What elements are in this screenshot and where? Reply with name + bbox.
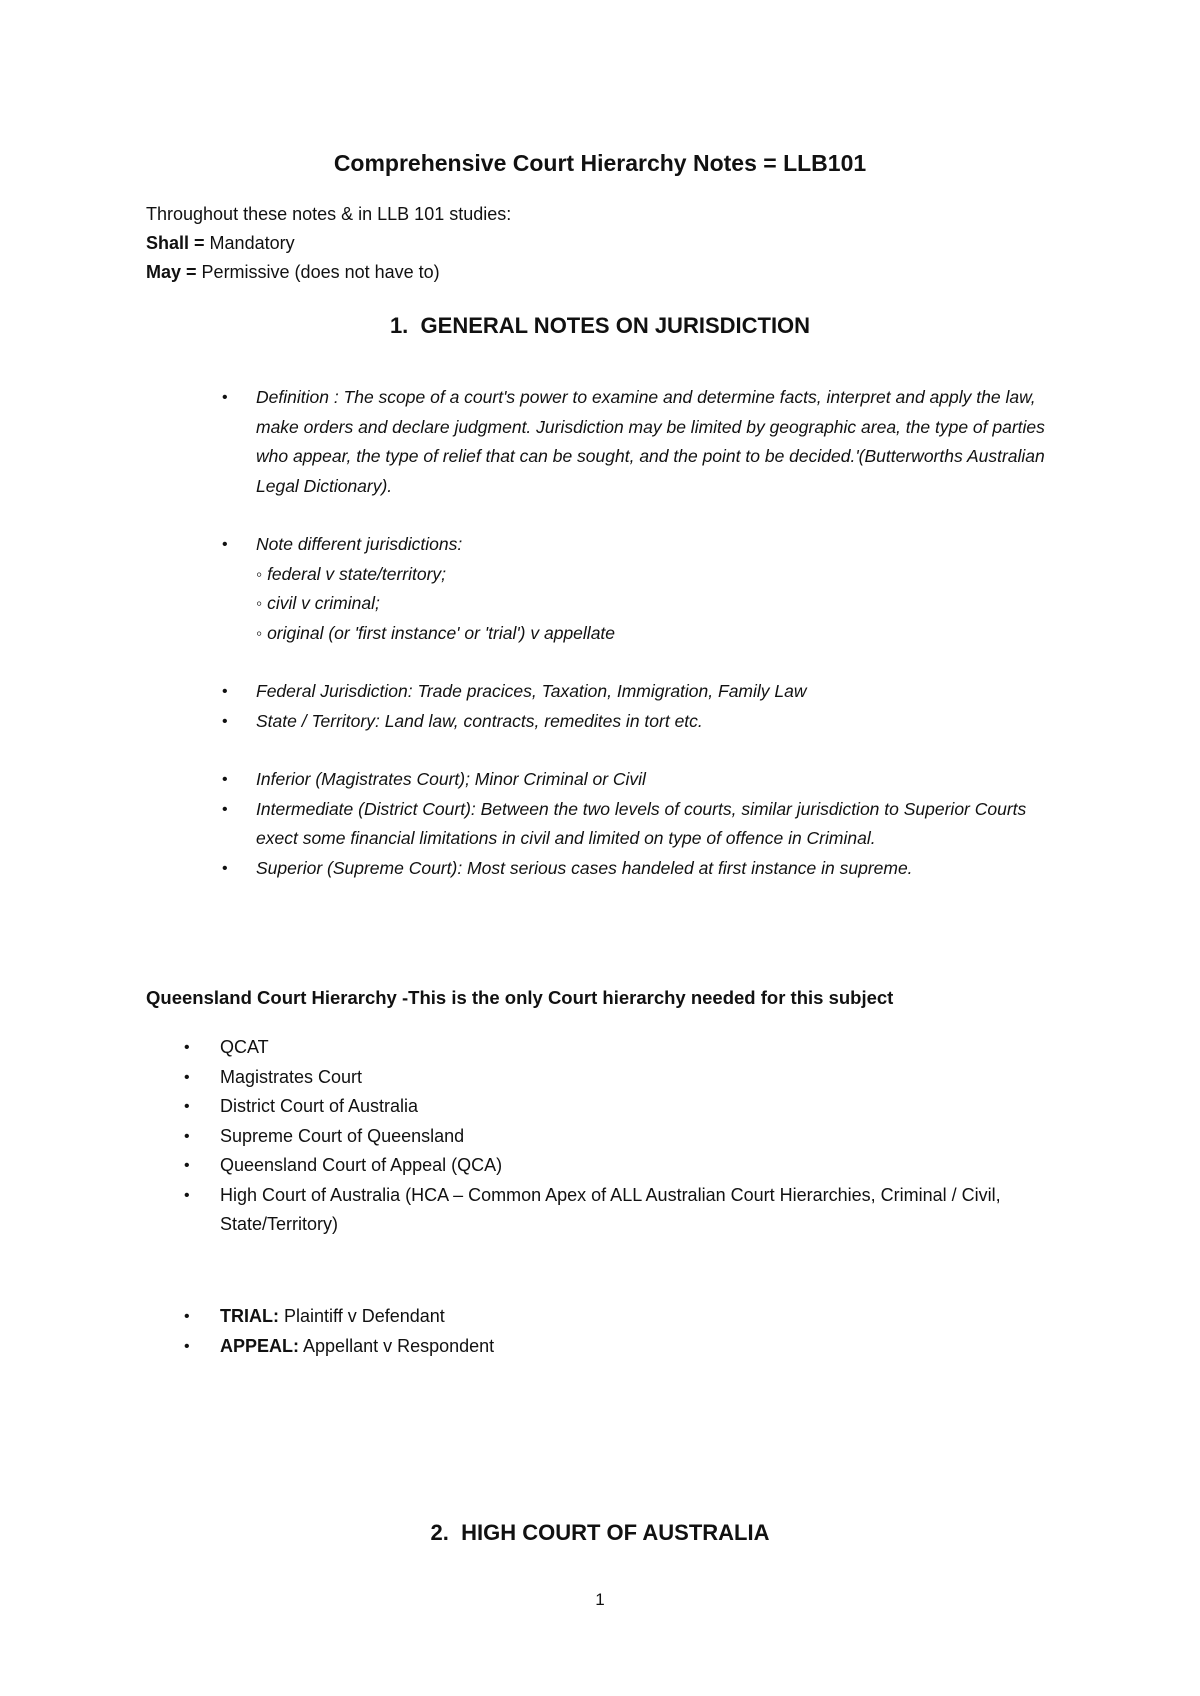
- list-item: [184, 1151, 1070, 1181]
- court-levels-list: [222, 765, 1056, 883]
- appeal-parties: Appellant v Respondent: [303, 1335, 495, 1356]
- section-1-number: 1.: [389, 313, 409, 338]
- definition-text: Definition : The scope of a court's power to examine and determine facts, interpret and apply the law, make orders and declare judgment. Jurisdiction may be limited by geographic area, the type of parties who appear, the type of relief that can be sought, and the point to be decided.'(Butterworths Australian Legal Dictionary).: [256, 387, 1045, 496]
- bullet-icon: •: [184, 1039, 190, 1056]
- bullet-icon: •: [184, 1308, 190, 1325]
- bullet-icon: •: [184, 1127, 190, 1145]
- court-name: Supreme Court of Queensland: [220, 1125, 465, 1146]
- section-2-heading: [0, 1520, 1200, 1546]
- note-intro: Note different jurisdictions:: [256, 534, 463, 554]
- intermediate-court: Intermediate (District Court): Between the two levels of courts, similar jurisdiction to Superior Courts exect some financial limitations in civil and limited on type of offence in Criminal.: [256, 798, 1027, 848]
- page-number: 1: [595, 1590, 605, 1609]
- shall-meaning: Mandatory: [209, 233, 295, 253]
- qld-hierarchy-heading: Queensland Court Hierarchy -This is the only Court hierarchy needed for this subject: [146, 987, 894, 1008]
- list-item: [184, 1181, 1070, 1240]
- trial-parties: Plaintiff v Defendant: [284, 1306, 445, 1326]
- note-item: ◦ original (or 'first instance' or 'trial') v appellate: [256, 622, 616, 643]
- intro-line: Throughout these notes & in LLB 101 studies:: [146, 204, 512, 224]
- bullet-icon: •: [222, 389, 228, 406]
- list-item: [222, 530, 1056, 648]
- jurisdiction-definition-list: [222, 383, 1056, 501]
- superior-court: Superior (Supreme Court): Most serious cases handeled at first instance in supreme.: [256, 857, 913, 878]
- party-names-list: [184, 1302, 1070, 1361]
- appeal-term: APPEAL:: [220, 1335, 300, 1356]
- list-item: [222, 707, 1056, 737]
- may-meaning: Permissive (does not have to): [201, 262, 440, 282]
- list-item: [222, 765, 1056, 795]
- section-1-title: GENERAL NOTES ON JURISDICTION: [420, 313, 811, 338]
- bullet-icon: •: [184, 1068, 190, 1086]
- list-item: [184, 1092, 1070, 1122]
- bullet-icon: •: [184, 1157, 190, 1174]
- court-name: Queensland Court of Appeal (QCA): [220, 1155, 503, 1175]
- list-item: [184, 1033, 1070, 1063]
- list-item: [222, 854, 1056, 884]
- bullet-icon: •: [222, 771, 228, 788]
- note-item: ◦ federal v state/territory;: [256, 563, 447, 584]
- bullet-icon: •: [222, 683, 228, 700]
- bullet-icon: •: [184, 1337, 190, 1355]
- court-name: Magistrates Court: [220, 1066, 363, 1087]
- list-item: [222, 383, 1056, 501]
- bullet-icon: •: [184, 1186, 190, 1204]
- state-jurisdiction: State / Territory: Land law, contracts, remedites in tort etc.: [256, 710, 703, 731]
- trial-term: TRIAL:: [220, 1306, 279, 1326]
- list-item: [184, 1063, 1070, 1093]
- inferior-court: Inferior (Magistrates Court); Minor Criminal or Civil: [256, 769, 646, 789]
- intro-block: [146, 200, 511, 287]
- bullet-icon: •: [222, 859, 228, 877]
- section-2-title: HIGH COURT OF AUSTRALIA: [461, 1520, 770, 1545]
- list-item: [184, 1302, 1070, 1332]
- court-name: District Court of Australia: [220, 1096, 419, 1116]
- bullet-icon: •: [222, 712, 228, 730]
- court-name: QCAT: [220, 1037, 269, 1057]
- note-item: ◦ civil v criminal;: [256, 593, 380, 613]
- jurisdictions-list: [222, 530, 1056, 648]
- bullet-icon: •: [184, 1098, 190, 1115]
- bullet-icon: •: [222, 536, 228, 553]
- qld-court-list: [184, 1033, 1070, 1240]
- document-title: Comprehensive Court Hierarchy Notes = LLB101: [333, 150, 867, 176]
- shall-definition: [146, 229, 511, 258]
- list-item: [184, 1332, 1070, 1362]
- list-item: [222, 677, 1056, 707]
- shall-term: Shall =: [146, 233, 205, 253]
- bullet-icon: •: [222, 800, 228, 818]
- federal-jurisdiction: Federal Jurisdiction: Trade pracices, Taxation, Immigration, Family Law: [256, 681, 807, 701]
- may-definition: [146, 258, 511, 287]
- section-1-heading: [0, 313, 1200, 339]
- jurisdiction-areas-list: [222, 677, 1056, 736]
- section-2-number: 2.: [430, 1520, 449, 1545]
- court-name: High Court of Australia (HCA – Common Apex of ALL Australian Court Hierarchies, Criminal / Civil, State/Territory): [220, 1184, 1001, 1234]
- list-item: [184, 1122, 1070, 1152]
- may-term: May =: [146, 262, 197, 282]
- list-item: [222, 795, 1056, 854]
